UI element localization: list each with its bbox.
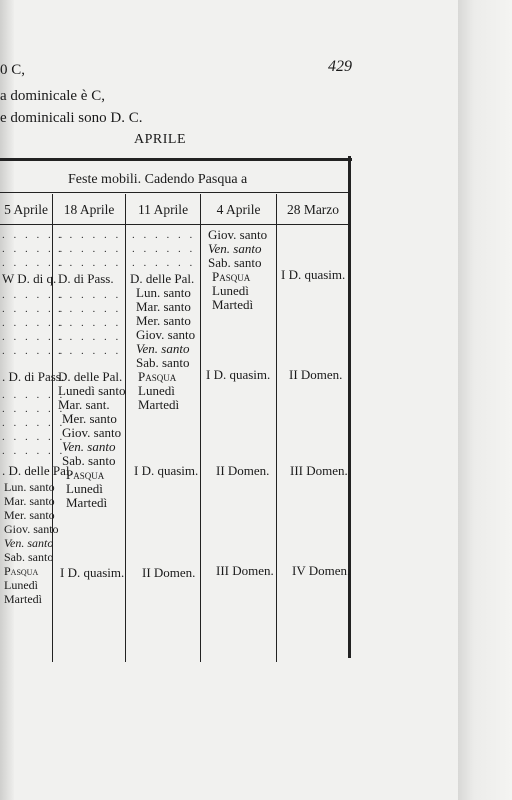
col-sep-4 bbox=[276, 194, 277, 662]
col4-row: I D. quasim. bbox=[206, 367, 271, 382]
col1-row: Lun. santo bbox=[4, 480, 55, 494]
col2-row: D. delle Pal. bbox=[58, 369, 123, 384]
col1-row: . . . . . . bbox=[2, 445, 66, 457]
col1-row: . . . . . . bbox=[2, 303, 66, 315]
col3-row: Giov. santo bbox=[136, 327, 196, 342]
col3-row: Pasqua bbox=[138, 369, 177, 384]
col2-row: . . . . . . bbox=[58, 303, 122, 315]
header-line-3: e dominicali sono D. C. bbox=[0, 110, 143, 126]
col2-row: Martedì bbox=[66, 495, 108, 510]
col1-row: . . . . . . bbox=[2, 403, 66, 415]
col1-row: Pasqua bbox=[4, 564, 39, 578]
col3-row: Lunedì bbox=[138, 383, 175, 398]
table-top-rule bbox=[0, 158, 352, 161]
col3-row: Lun. santo bbox=[136, 285, 191, 300]
col1-row: Mer. santo bbox=[4, 508, 55, 522]
col3-row: II Domen. bbox=[142, 565, 196, 580]
col1-row: . . . . . . bbox=[2, 331, 66, 343]
page-fold-edge bbox=[458, 0, 512, 800]
col2-row: Mar. sant. bbox=[58, 397, 110, 412]
col2-row: Lunedì bbox=[66, 481, 103, 496]
col3-row: Mar. santo bbox=[136, 299, 191, 314]
col1-row: . . . . . . bbox=[2, 257, 66, 269]
col1-row: Martedì bbox=[4, 592, 42, 606]
col1-row: . . . . . . bbox=[2, 289, 66, 301]
col-header-3: 11 Aprile bbox=[137, 202, 189, 217]
col2-row: Pasqua bbox=[66, 467, 105, 482]
col5-row: III Domen. bbox=[290, 463, 348, 478]
col4-row: Giov. santo bbox=[208, 227, 268, 242]
col3-row: Mer. santo bbox=[136, 313, 191, 328]
col-header-4: 4 Aprile bbox=[216, 202, 261, 217]
col2-row: . . . . . . bbox=[58, 289, 122, 301]
col4-row: Sab. santo bbox=[208, 255, 262, 270]
header-line-1: 0 C, bbox=[0, 62, 26, 78]
col1-row: Lunedì bbox=[4, 578, 38, 592]
col5-row: II Domen. bbox=[289, 367, 343, 382]
col4-row: Pasqua bbox=[212, 269, 251, 284]
col2-row: . . . . . . bbox=[58, 345, 122, 357]
col1-row: . D. di Pass. bbox=[2, 369, 65, 384]
col1-row: . . . . . . bbox=[2, 229, 66, 241]
col3-row: Ven. santo bbox=[136, 341, 190, 356]
month-title: APRILE bbox=[134, 132, 186, 147]
col-header-5: 28 Marzo bbox=[286, 202, 340, 217]
col2-row: . . . . . . bbox=[58, 229, 122, 241]
col2-row: D. di Pass. bbox=[58, 271, 114, 286]
header-line-2: a dominicale è C, bbox=[0, 88, 105, 104]
col3-row: I D. quasim. bbox=[134, 463, 199, 478]
col5-row: I D. quasim. bbox=[281, 267, 346, 282]
col4-row: II Domen. bbox=[216, 463, 270, 478]
col1-row: Ven. santo bbox=[4, 536, 54, 550]
col2-row: . . . . . . bbox=[58, 317, 122, 329]
col2-row: Ven. santo bbox=[62, 439, 116, 454]
col1-row: Mar. santo bbox=[4, 494, 55, 508]
col-header-2: 18 Aprile bbox=[63, 202, 115, 217]
table-caption: Feste mobili. Cadendo Pasqua a bbox=[68, 172, 248, 187]
col2-row: Lunedì santo bbox=[58, 383, 126, 398]
col4-row: Ven. santo bbox=[208, 241, 262, 256]
col3-row: . . . . . . bbox=[132, 229, 196, 241]
table-caption-rule bbox=[0, 192, 350, 193]
col1-row: . . . . . . bbox=[2, 345, 66, 357]
col2-row: . . . . . . bbox=[58, 257, 122, 269]
col1-row: . . . . . . bbox=[2, 243, 66, 255]
col2-row: I D. quasim. bbox=[60, 565, 125, 580]
col-sep-2 bbox=[125, 194, 126, 662]
col1-row: W D. di q. bbox=[2, 271, 57, 286]
col1-row: . . . . . . bbox=[2, 417, 66, 429]
col4-row: III Domen. bbox=[216, 563, 274, 578]
col2-row: Mer. santo bbox=[62, 411, 117, 426]
col1-row: . . . . . . bbox=[2, 431, 66, 443]
col4-row: Lunedì bbox=[212, 283, 249, 298]
col1-row: . . . . . . bbox=[2, 317, 66, 329]
col1-row: . . . . . . bbox=[2, 389, 66, 401]
table-right-rule bbox=[348, 156, 351, 658]
col1-row: Sab. santo bbox=[4, 550, 54, 564]
col2-row: . . . . . . bbox=[58, 331, 122, 343]
col3-row: Sab. santo bbox=[136, 355, 190, 370]
col3-row: . . . . . . bbox=[132, 257, 196, 269]
col1-row: . D. delle Pal. bbox=[2, 463, 73, 478]
col-header-1: 5 Aprile bbox=[4, 202, 48, 217]
col1-row: Giov. santo bbox=[4, 522, 59, 536]
col2-row: Giov. santo bbox=[62, 425, 122, 440]
col5-row: IV Domen. bbox=[292, 563, 351, 578]
page-number: 429 bbox=[328, 58, 352, 75]
col3-row: . . . . . . bbox=[132, 243, 196, 255]
col2-row: . . . . . . bbox=[58, 243, 122, 255]
col2-row: Sab. santo bbox=[62, 453, 116, 468]
col-sep-3 bbox=[200, 194, 201, 662]
col4-row: Martedì bbox=[212, 297, 254, 312]
col3-row: Martedì bbox=[138, 397, 180, 412]
col3-row: D. delle Pal. bbox=[130, 271, 195, 286]
